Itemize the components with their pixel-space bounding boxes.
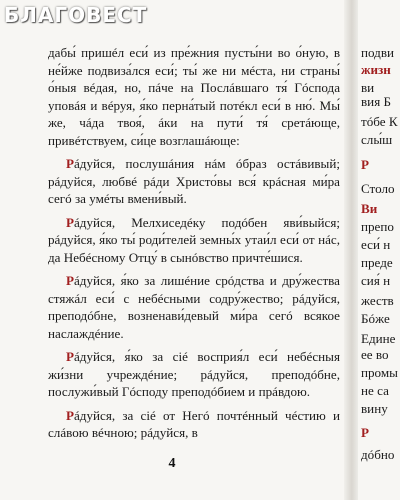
stanza-1 [48,155,340,208]
right-page-fragment: ее во [361,347,389,362]
stanza-3 [48,272,340,342]
right-page-fragment: жеств [361,293,394,308]
drop-initial: Р [66,407,74,423]
stanza-4 [48,348,340,401]
drop-initial: Р [66,214,74,230]
stanza-2 [48,214,340,267]
right-page-fragment: преде [361,255,393,270]
right-page-fragment: не са [361,383,389,398]
right-page-fragment: слы́ш [361,132,393,147]
right-page-fragment: Бóже [361,311,390,326]
text-block [48,44,340,442]
stanza-text: áдуйся, за сié от Негó почтéнный чéстию и слáвою вéчною; рáдуйся, в [48,407,340,440]
right-page-fragment: Едине [361,331,396,346]
right-page-fragment: подви [361,45,395,60]
stanza-text: áдуйся, послушáния нáм óбраз остáвивый; рáдуйся, любвé рáди Христо́вы вся́ крáсная ми́ра сегó за умéты вмени́вый. [48,156,340,206]
right-page-edge [358,0,400,500]
right-page-fragment: дóбно [361,447,395,462]
right-page-fragment: жизн [361,62,391,77]
stanza-5 [48,407,340,442]
opening-paragraph: дабы́ пришéл еси́ из пре́жния пусты́ни во о́ную, в не́йже подвиза́лся еси́; ты́ же ни мéста, ни страны́ о́ныя вéдая, но, пáче на Послáвшаго тя́ Гóспода уповáя и вéруя, я́ко перна́тый потéкл еси́ в ню́. Мы́ же, чáда твоя́, áки на пути́ тя́ сретáюще, привéтствуем, си́це возглашáюще: [48,45,340,148]
book-gutter [344,0,358,500]
stanza-text: áдуйся, я́ко за лишéние срóдства и дру́жества стяжáл еси́ с небéсными содру́жество; рáдуйся, преподóбне, возненави́девый ми́ра сегó всякое наслаждéние. [48,273,340,341]
right-page-fragment: вия Б [361,94,392,109]
right-page-fragment: промы [361,365,398,380]
right-page-fragment: еси́ н [361,237,391,252]
right-page-fragment: сия́ н [361,273,391,288]
right-page-fragment: Р [361,425,369,440]
stanza-text: áдуйся, Мелхиседéку подóбен яви́выйся; рáдуйся, я́ко ты́ роди́телей земны́х утаи́л еси́ от нáс, да Небéсному Отцу́ в сынóвство причте́шися. [48,214,340,265]
right-page-fragment: тóбе К [361,114,398,129]
right-page-fragment: ви [361,80,375,95]
right-page-fragment: препо [361,219,394,234]
drop-initial: Р [66,273,74,288]
stanza-text: áдуйся, я́ко за сié восприя́л еси́ небéсныя жи́зни учреждéние; рáдуйся, преподóбне, послужи́вый Гóсподу преподóбием и прáвдою. [48,349,340,399]
drop-initial: Р [66,349,74,364]
right-page-fragment: Столо [361,181,395,196]
right-page-fragment: Ви [361,201,378,216]
right-page-fragment: вину [361,401,388,416]
watermark-logo: БЛАГОВЕСТ [4,3,148,27]
page-number: 4 [168,456,176,471]
right-page-fragment: Р [361,157,369,172]
drop-initial: Р [66,156,74,171]
